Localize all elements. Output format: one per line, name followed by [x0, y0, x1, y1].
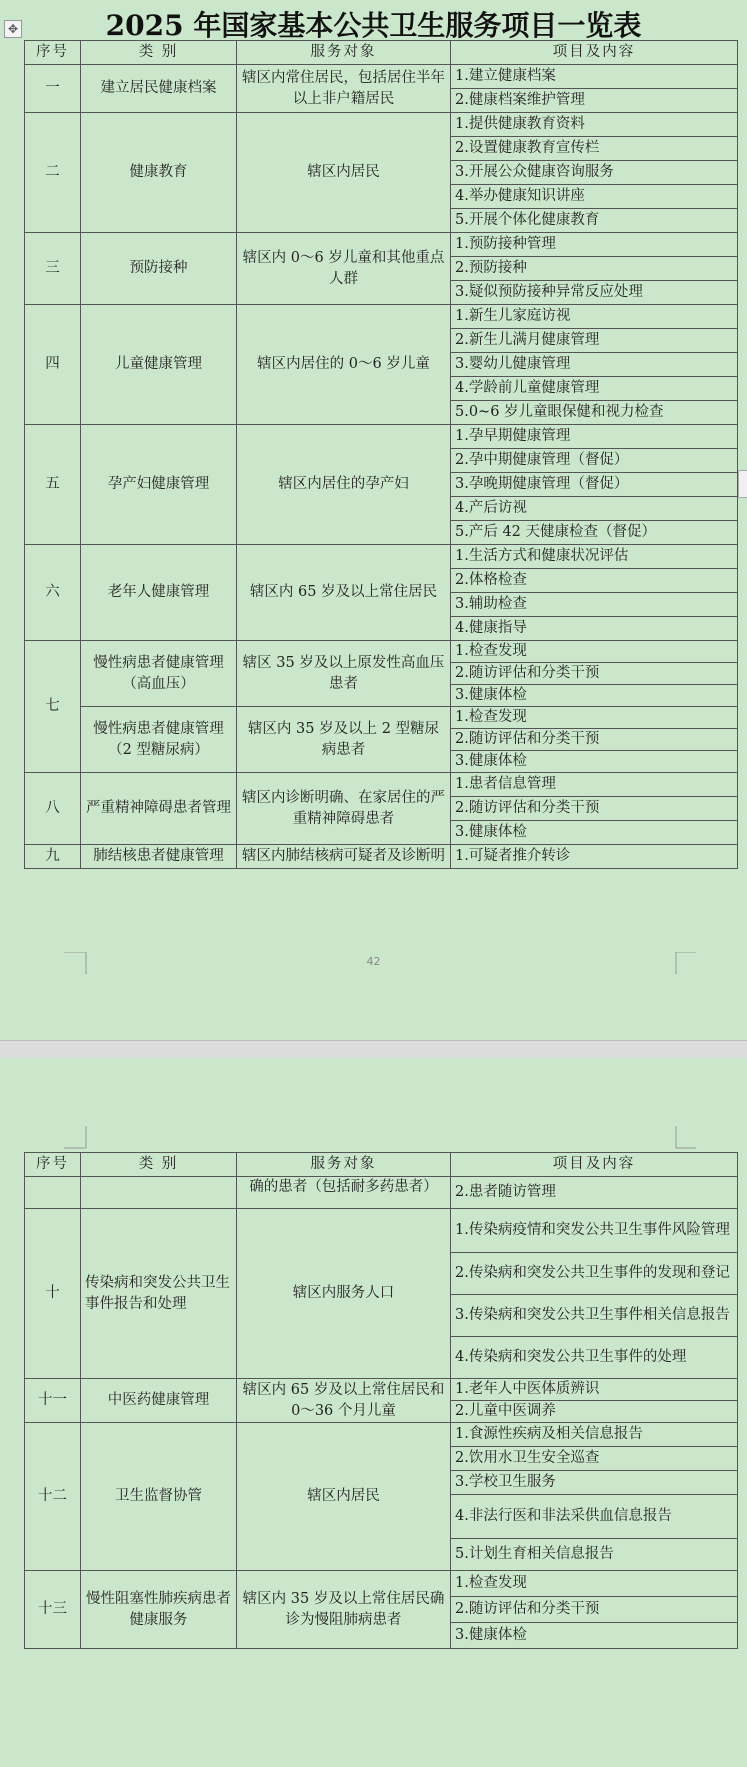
row-item: 4.非法行医和非法采供血信息报告: [451, 1495, 738, 1539]
row-item: 2.孕中期健康管理（督促）: [451, 449, 738, 473]
row-item: 2.预防接种: [451, 257, 738, 281]
crop-mark-top-left: [64, 1126, 88, 1150]
row-target: 确的患者（包括耐多药患者）: [237, 1177, 451, 1209]
document-title: 2025 年国家基本公共卫生服务项目一览表: [105, 9, 642, 42]
row-item: 3.学校卫生服务: [451, 1471, 738, 1495]
row-seq: 十一: [25, 1379, 81, 1423]
table-row: [25, 1209, 738, 1253]
row-item: 5.产后 42 天健康检查（督促）: [451, 521, 738, 545]
row-item: 5.计划生育相关信息报告: [451, 1539, 738, 1571]
row-target: 辖区内居住的孕产妇: [237, 425, 451, 545]
row-category: 健康教育: [81, 113, 237, 233]
row-item: 2.饮用水卫生安全巡查: [451, 1447, 738, 1471]
row-seq: 六: [25, 545, 81, 641]
row-target: 辖区内 35 岁及以上常住居民确诊为慢阻肺病患者: [237, 1571, 451, 1649]
header-target: 服务对象: [237, 1153, 451, 1177]
row-category: 传染病和突发公共卫生事件报告和处理: [81, 1209, 237, 1379]
row-item: 4.举办健康知识讲座: [451, 185, 738, 209]
row-category: 慢性阻塞性肺疾病患者健康服务: [81, 1571, 237, 1649]
row-item: 2.随访评估和分类干预: [451, 1597, 738, 1623]
table-row: [25, 1379, 738, 1401]
row-item: 1.老年人中医体质辨识: [451, 1379, 738, 1401]
row-target: 辖区内居民: [237, 1423, 451, 1571]
row-item: 2.新生儿满月健康管理: [451, 329, 738, 353]
row-target: 辖区内 65 岁及以上常住居民: [237, 545, 451, 641]
row-item: 4.产后访视: [451, 497, 738, 521]
row-item: 1.患者信息管理: [451, 773, 738, 797]
row-item: 2.患者随访管理: [451, 1177, 738, 1209]
header-category: 类 别: [81, 41, 237, 65]
row-item: 2.随访评估和分类干预: [451, 797, 738, 821]
table-row: [25, 773, 738, 797]
row-item: 4.传染病和突发公共卫生事件的处理: [451, 1337, 738, 1379]
row-seq: 八: [25, 773, 81, 845]
row-category: 中医药健康管理: [81, 1379, 237, 1423]
row-seq: 十: [25, 1209, 81, 1379]
row-target: 辖区内 0～6 岁儿童和其他重点人群: [237, 233, 451, 305]
row-item: 4.健康指导: [451, 617, 738, 641]
table-header-row: [25, 1153, 738, 1177]
table-row: [25, 707, 738, 729]
table-row: [25, 545, 738, 569]
row-item: 1.检查发现: [451, 707, 738, 729]
row-item: 2.设置健康教育宣传栏: [451, 137, 738, 161]
row-category: [81, 1177, 237, 1209]
row-seq: 五: [25, 425, 81, 545]
row-category: 预防接种: [81, 233, 237, 305]
row-item: 3.健康体检: [451, 821, 738, 845]
row-target: 辖区内居民: [237, 113, 451, 233]
row-item: 1.提供健康教育资料: [451, 113, 738, 137]
row-seq: 七: [25, 641, 81, 773]
header-items: 项目及内容: [451, 41, 738, 65]
row-target: 辖区内肺结核病可疑者及诊断明: [237, 845, 451, 869]
table-row: [25, 113, 738, 137]
row-item: 1.预防接种管理: [451, 233, 738, 257]
row-item: 2.健康档案维护管理: [451, 89, 738, 113]
table-row: [25, 1177, 738, 1209]
row-category: 孕产妇健康管理: [81, 425, 237, 545]
row-seq: 九: [25, 845, 81, 869]
row-item: 3.健康体检: [451, 751, 738, 773]
service-table-page-2: [24, 1152, 738, 1649]
row-seq: 一: [25, 65, 81, 113]
row-item: 1.检查发现: [451, 641, 738, 663]
row-item: 5.0~6 岁儿童眼保健和视力检查: [451, 401, 738, 425]
row-target: 辖区内 65 岁及以上常住居民和 0～36 个月儿童: [237, 1379, 451, 1423]
table-move-handle-icon[interactable]: ✥: [4, 20, 22, 38]
header-target: 服务对象: [237, 41, 451, 65]
row-item: 1.新生儿家庭访视: [451, 305, 738, 329]
row-item: 3.婴幼儿健康管理: [451, 353, 738, 377]
row-item: 1.可疑者推介转诊: [451, 845, 738, 869]
row-item: 2.随访评估和分类干预: [451, 729, 738, 751]
row-category: 肺结核患者健康管理: [81, 845, 237, 869]
row-seq: 三: [25, 233, 81, 305]
row-seq: 四: [25, 305, 81, 425]
row-seq: 十三: [25, 1571, 81, 1649]
table-row: [25, 1423, 738, 1447]
row-item: 3.健康体检: [451, 685, 738, 707]
row-target: 辖区 35 岁及以上原发性高血压患者: [237, 641, 451, 707]
row-category: 慢性病患者健康管理（2 型糖尿病）: [81, 707, 237, 773]
row-item: 2.体格检查: [451, 569, 738, 593]
row-category: 卫生监督协管: [81, 1423, 237, 1571]
table-row: [25, 65, 738, 89]
table-row: [25, 233, 738, 257]
header-seq: 序号: [25, 41, 81, 65]
row-target: 辖区内居住的 0～6 岁儿童: [237, 305, 451, 425]
row-item: 3.疑似预防接种异常反应处理: [451, 281, 738, 305]
page-gap: [0, 1040, 747, 1060]
row-item: 1.孕早期健康管理: [451, 425, 738, 449]
row-category: 慢性病患者健康管理（高血压）: [81, 641, 237, 707]
table-row: [25, 845, 738, 869]
row-item: 1.建立健康档案: [451, 65, 738, 89]
row-target: 辖区内常住居民，包括居住半年以上非户籍居民: [237, 65, 451, 113]
row-seq: 十二: [25, 1423, 81, 1571]
row-item: 1.检查发现: [451, 1571, 738, 1597]
row-item: 3.传染病和突发公共卫生事件相关信息报告: [451, 1295, 738, 1337]
row-seq: [25, 1177, 81, 1209]
row-target: 辖区内诊断明确、在家居住的严重精神障碍患者: [237, 773, 451, 845]
row-seq: 二: [25, 113, 81, 233]
header-items: 项目及内容: [451, 1153, 738, 1177]
document-page-2: [0, 1058, 747, 1767]
table-row: [25, 425, 738, 449]
row-item: 3.健康体检: [451, 1623, 738, 1649]
row-item: 2.儿童中医调养: [451, 1401, 738, 1423]
side-scroll-tab[interactable]: [738, 470, 747, 498]
row-category: 建立居民健康档案: [81, 65, 237, 113]
row-item: 3.孕晚期健康管理（督促）: [451, 473, 738, 497]
row-item: 1.传染病疫情和突发公共卫生事件风险管理: [451, 1209, 738, 1253]
table-row: [25, 305, 738, 329]
crop-mark-top-right: [674, 1126, 698, 1150]
table-row: [25, 641, 738, 663]
row-item: 3.辅助检查: [451, 593, 738, 617]
row-item: 2.传染病和突发公共卫生事件的发现和登记: [451, 1253, 738, 1295]
row-category: 严重精神障碍患者管理: [81, 773, 237, 845]
header-seq: 序号: [25, 1153, 81, 1177]
row-item: 1.生活方式和健康状况评估: [451, 545, 738, 569]
table-header-row: [25, 41, 738, 65]
row-item: 1.食源性疾病及相关信息报告: [451, 1423, 738, 1447]
page-number: 42: [366, 955, 381, 968]
table-row: [25, 1571, 738, 1597]
service-table-page-1: [24, 40, 738, 869]
row-item: 4.学龄前儿童健康管理: [451, 377, 738, 401]
row-category: 儿童健康管理: [81, 305, 237, 425]
row-item: 3.开展公众健康咨询服务: [451, 161, 738, 185]
header-category: 类 别: [81, 1153, 237, 1177]
row-item: 5.开展个体化健康教育: [451, 209, 738, 233]
row-target: 辖区内 35 岁及以上 2 型糖尿病患者: [237, 707, 451, 773]
row-item: 2.随访评估和分类干预: [451, 663, 738, 685]
row-category: 老年人健康管理: [81, 545, 237, 641]
row-target: 辖区内服务人口: [237, 1209, 451, 1379]
